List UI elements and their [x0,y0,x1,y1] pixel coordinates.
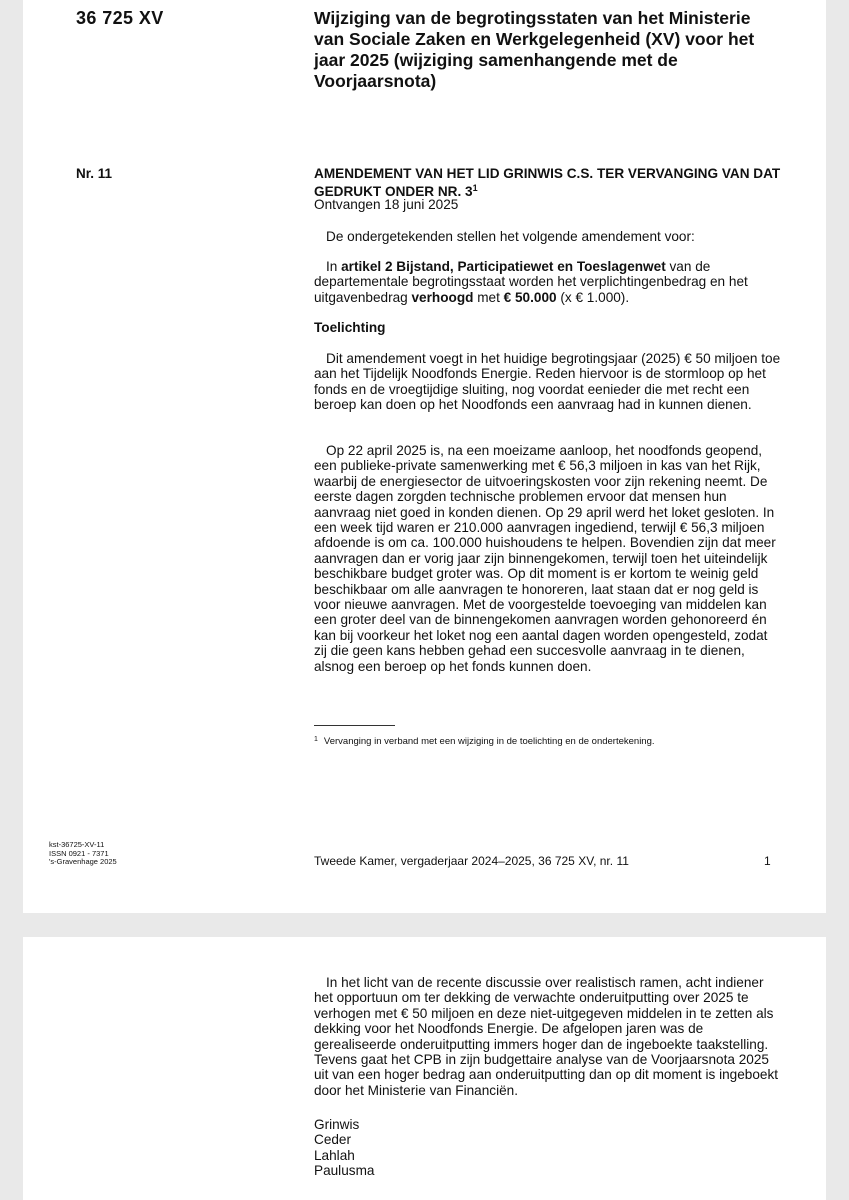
amendment-title-text: AMENDEMENT VAN HET LID GRINWIS C.S. TER VERVANGING VAN DAT GEDRUKT ONDER NR. 3 [314,166,781,200]
footnote-text: Vervanging in verband met een wijziging in de toelichting en de ondertekening. [323,736,655,747]
colofon-issn: ISSN 0921 - 7371 [49,848,109,858]
document-number: Nr. 11 [76,166,113,181]
amendment-amount: € 50.000 [503,289,557,305]
document-title: Wijziging van de begrotingsstaten van het Ministerie van Sociale Zaken en Werkgelegenheid (XV) voor het jaar 2025 (wijziging samenhangende met de Voorjaarsnota) [314,8,755,91]
signatory: Grinwis [314,1117,360,1132]
page-number: 1 [764,854,771,868]
intro-paragraph: De ondergetekenden stellen het volgende amendement voor: [326,229,695,244]
amendment-verb: verhoogd [411,289,474,305]
signatory: Lahlah [314,1147,355,1163]
amendment-mid2: met [473,289,504,305]
footnote-number: 1 [314,736,318,743]
signatory: Ceder [314,1132,352,1148]
document-page-2 [23,937,826,1200]
signatory: Paulusma [314,1163,375,1179]
amendment-suffix: (x € 1.000). [556,289,630,305]
document-page-1 [23,0,826,913]
dossier-number: 36 725 XV [76,8,164,28]
explanation-paragraph-3: In het licht van de recente discussie over realistisch ramen, acht indiener het opportuun om ter dekking de verwachte onderuitputting over 2025 te verhogen met € 50 miljoen en deze niet-uitgegeven middelen in te zetten als dekking voor het Noodfonds Energie. De afgelopen jaren was de gerealiseerde onderuitputting immers hoger dan de ingeboekte taakstelling. Tevens gaat het CPB in zijn budgettaire analyse van de Voorjaarsnota 2025 uit van een hoger bedrag aan onderuitputting dan op dit moment is ingeboekt door het Ministerie van Financiën. [314,975,779,1098]
footnote [314,734,784,748]
page-footer: Tweede Kamer, vergaderjaar 2024–2025, 36 725 XV, nr. 11 [314,854,629,868]
amendment-prefix: In [326,259,342,274]
received-date: Ontvangen 18 juni 2025 [314,197,459,212]
colofon-place: 's-Gravenhage 2025 [49,857,117,867]
explanation-paragraph-2: Op 22 april 2025 is, na een moeizame aanloop, het noodfonds geopend, een publieke-private samenwerking met € 56,3 miljoen in kas van het Rijk, waarbij de energiesector de uitvoeringskosten voor zijn rekening neemt. De eerste dagen zorgden technische problemen ervoor dat mensen hun aanvraag niet goed in konden dienen. Op 29 april werd het loket gesloten. In een week tijd waren er 210.000 aanvragen ingediend, terwijl € 56,3 miljoen afdoende is om ca. 100.000 huishoudens te helpen. Bovendien zijn dat meer aanvragen dan er vorig jaar zijn binnengekomen, terwijl toen het uiteindelijk beschikbare budget groter was. Op dit moment is er kortom te weinig geld beschikbaar om alle aanvragen te honoreren, laat staan dat er nog geld is voor nieuwe aanvragen. Met de voorgestelde toevoeging van middelen kan een groter deel van de binnengekomen aanvragen worden gehonoreerd én kan bij voorkeur het loket nog een aantal dagen worden opengesteld, zodat zij die geen kans hebben gehad een succesvolle aanvraag in te dienen, alsnog een beroep op het fonds kunnen doen. [314,443,776,674]
amendment-article: artikel 2 Bijstand, Participatiewet en Toeslagenwet [341,259,666,274]
amendment-paragraph [314,259,784,305]
colofon-kst: kst-36725-XV-11 [49,840,105,849]
amendment-title [314,166,784,200]
amendment-middle: van de departementale begrotingsstaat worden het verplichtingenbedrag en het uitgavenbedrag [314,259,748,305]
footnote-reference: 1 [472,183,478,194]
footnote-divider [314,725,395,726]
explanation-heading: Toelichting [314,320,386,335]
colofon [49,841,117,867]
signatories [314,1117,374,1179]
explanation-paragraph-1: Dit amendement voegt in het huidige begrotingsjaar (2025) € 50 miljoen toe aan het Tijdelijk Noodfonds Energie. Reden hiervoor is de stormloop op het fonds en de vroegtijdige sluiting, nog voordat eenieder die met recht een beroep kan doen op het Noodfonds een aanvraag had in kunnen dienen. [314,351,781,413]
